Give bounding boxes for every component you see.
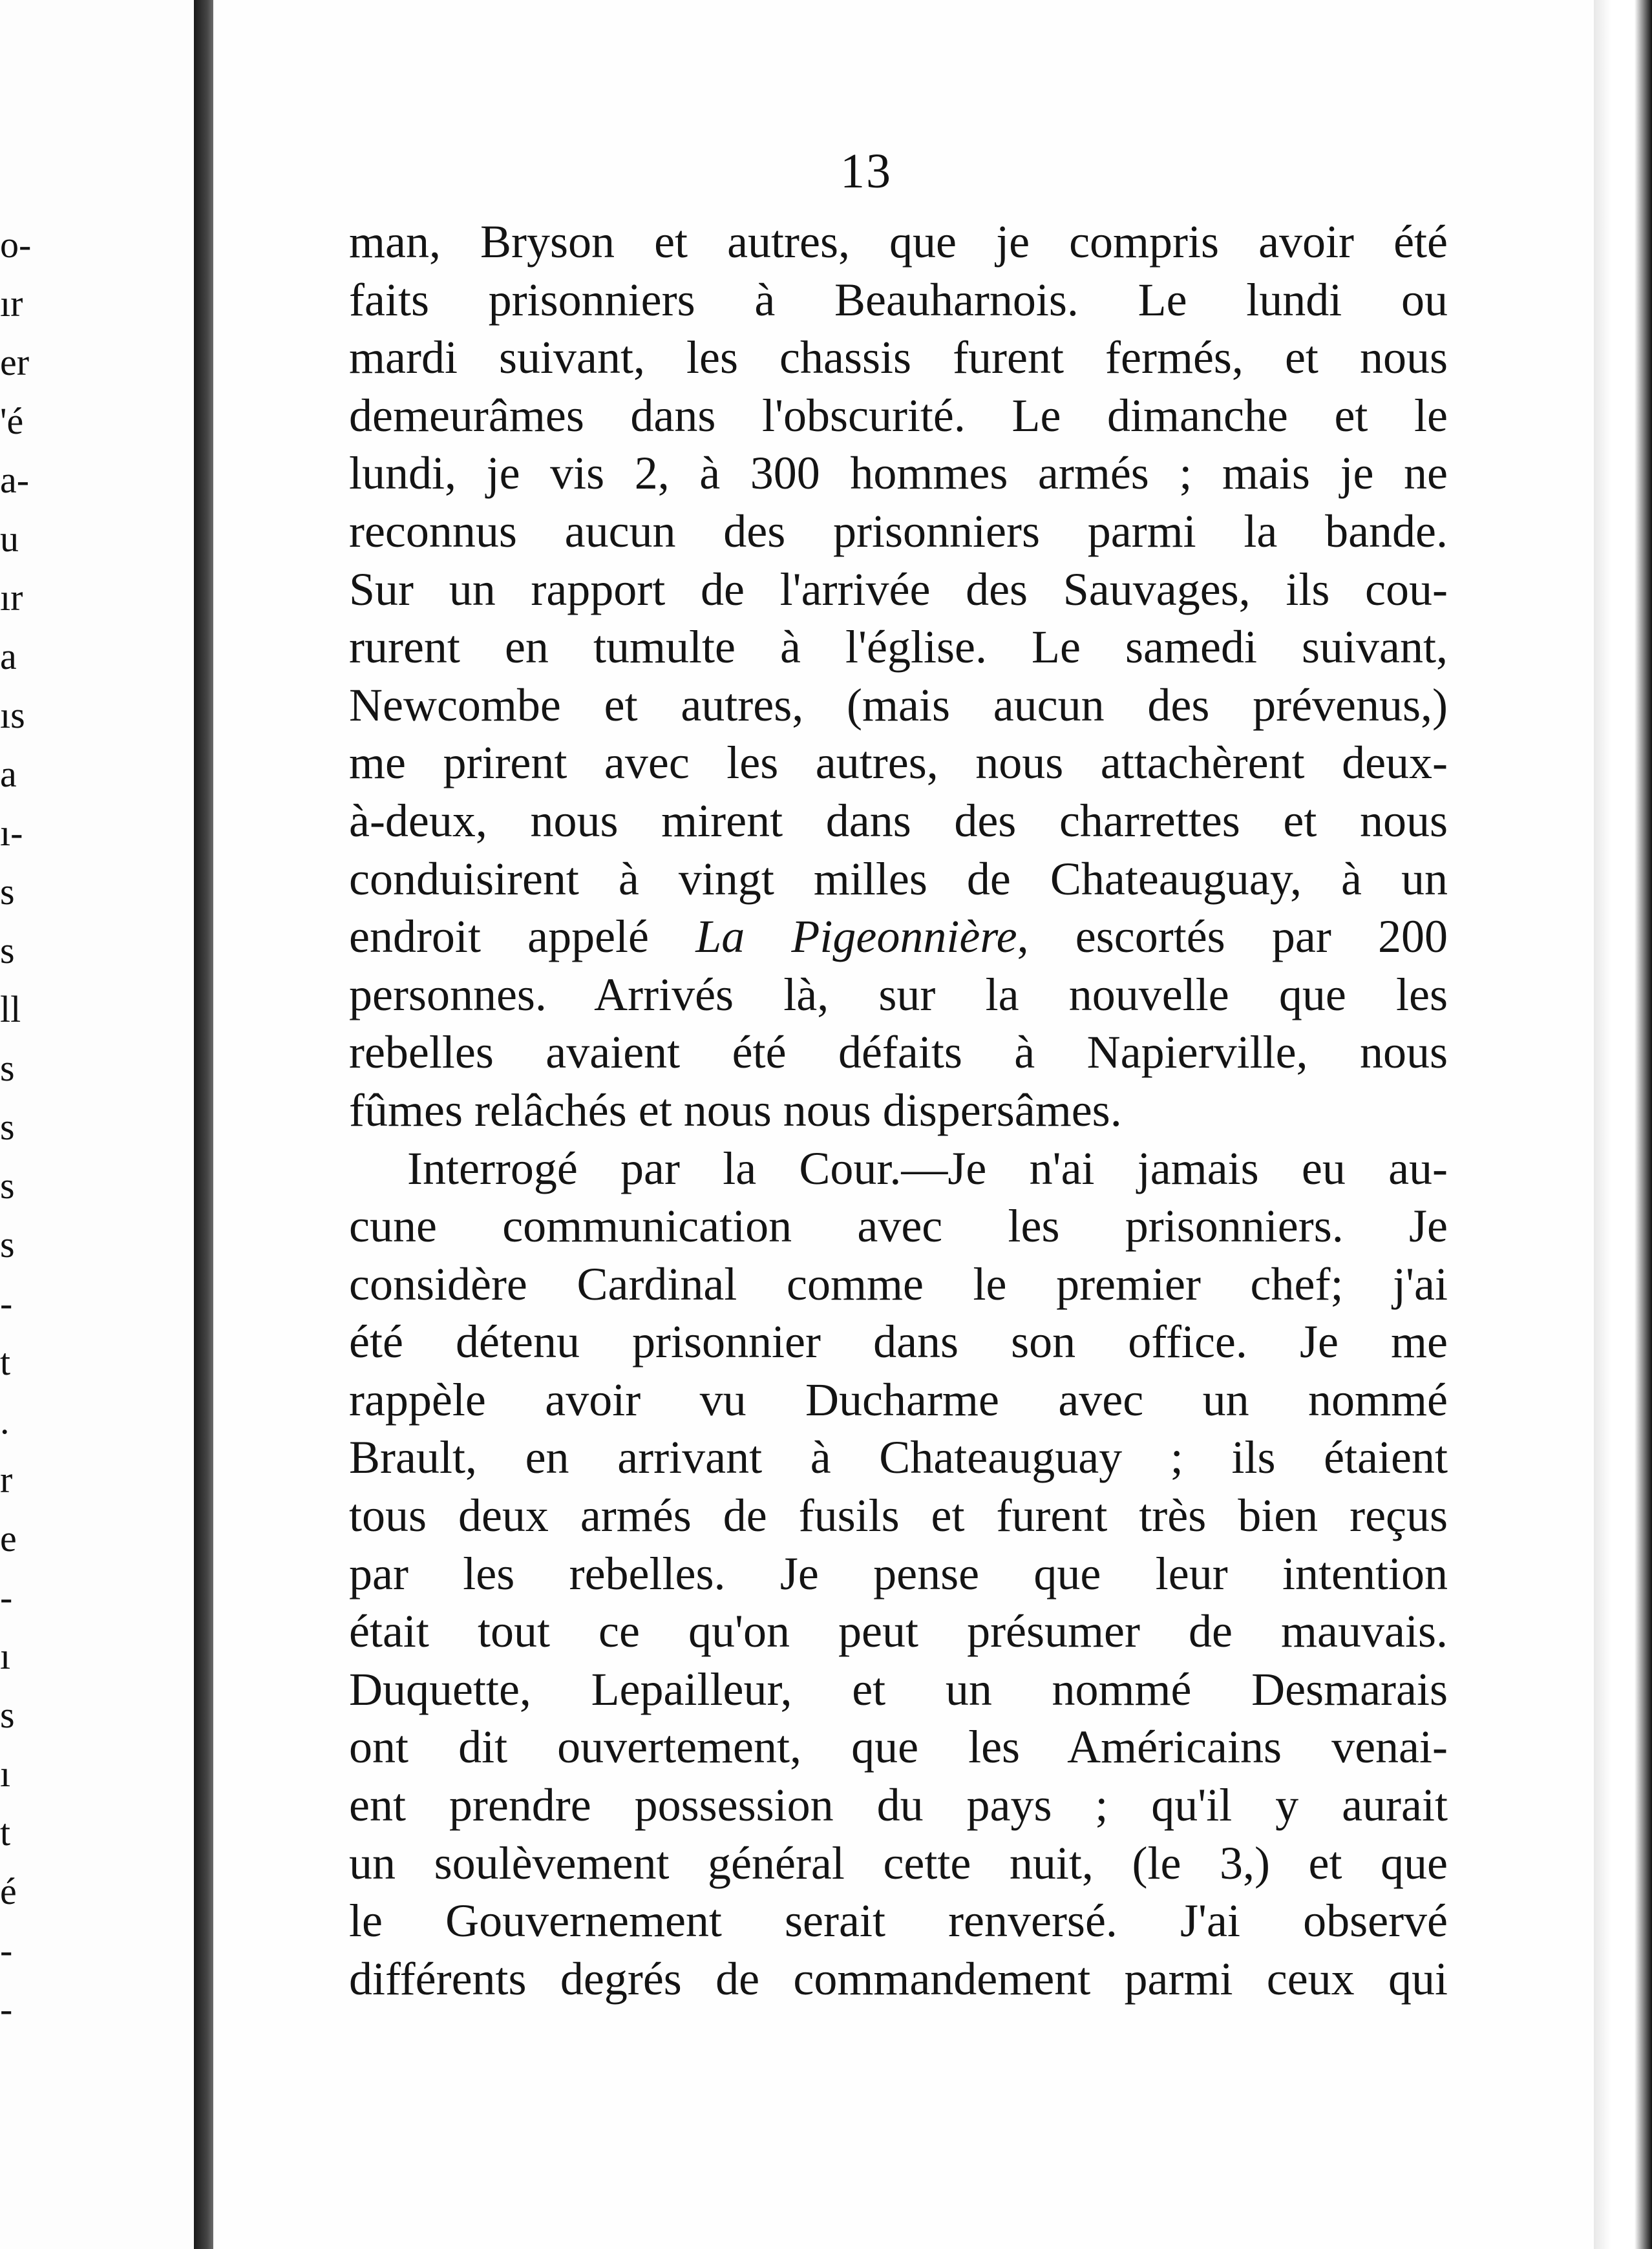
text-line: ent prendre possession du pays ; qu'il y aurait bbox=[349, 1779, 1448, 1832]
text-line: différents degrés de commandement parmi ceux qui bbox=[349, 1952, 1448, 2005]
left-page-fragment: e bbox=[0, 1517, 17, 1559]
left-page-fragment: t bbox=[0, 1811, 11, 1853]
text-line: Duquette, Lepailleur, et un nommé Desmarais bbox=[349, 1663, 1448, 1715]
left-page-fragment: - bbox=[0, 1282, 13, 1324]
left-page-fragment: t bbox=[0, 1341, 11, 1383]
text-line: faits prisonniers à Beauharnois. Le lundi ou bbox=[349, 273, 1448, 326]
left-page-fragment: s bbox=[0, 1694, 15, 1736]
left-page-fragment: u bbox=[0, 518, 19, 560]
left-page-fragment: ır bbox=[0, 282, 23, 324]
text-line: rebelles avaient été défaits à Napierville, nous bbox=[349, 1026, 1448, 1079]
left-page-fragment: é bbox=[0, 1870, 17, 1912]
text-line: un soulèvement général cette nuit, (le 3,) et que bbox=[349, 1837, 1448, 1889]
left-page-fragment: a bbox=[0, 635, 17, 677]
text-line: me prirent avec les autres, nous attachèrent deux- bbox=[349, 737, 1448, 789]
left-page-fragment: ıs bbox=[0, 694, 25, 736]
text-line: tous deux armés de fusils et furent très bien reçus bbox=[349, 1490, 1448, 1542]
text-line: demeurâmes dans l'obscurité. Le dimanche et le bbox=[349, 389, 1448, 441]
text-line: par les rebelles. Je pense que leur intention bbox=[349, 1547, 1448, 1600]
left-page-fragment: s bbox=[0, 1047, 15, 1089]
left-page-fragment: a bbox=[0, 753, 17, 795]
text-line: considère Cardinal comme le premier chef; j'ai bbox=[349, 1258, 1448, 1310]
left-page-fragment: ll bbox=[0, 988, 21, 1030]
text-line: personnes. Arrivés là, sur la nouvelle que les bbox=[349, 968, 1448, 1020]
text-line: conduisirent à vingt milles de Chateauguay, à un bbox=[349, 852, 1448, 905]
left-page-fragment: ı bbox=[0, 1753, 11, 1795]
left-page-fragment: er bbox=[0, 341, 30, 383]
left-page-fragment: ı bbox=[0, 1635, 11, 1677]
text-line: était tout ce qu'on peut présumer de mauvais. bbox=[349, 1605, 1448, 1658]
text-segment: endroit appelé bbox=[349, 911, 696, 963]
italic-place-name: La Pigeonnière bbox=[695, 911, 1017, 963]
page-number: 13 bbox=[840, 144, 892, 198]
left-page-fragment: ır bbox=[0, 576, 23, 618]
text-line: man, Bryson et autres, que je compris avoir été bbox=[349, 216, 1448, 268]
left-page-fragment: . bbox=[0, 1400, 10, 1442]
text-line: ont dit ouvertement, que les Américains venai- bbox=[349, 1721, 1448, 1773]
text-line: Newcombe et autres, (mais aucun des prévenus,) bbox=[349, 679, 1448, 731]
text-line: le Gouvernement serait renversé. J'ai observé bbox=[349, 1895, 1448, 1947]
text-line: rappèle avoir vu Ducharme avec un nommé bbox=[349, 1373, 1448, 1426]
left-page-fragment: s bbox=[0, 871, 15, 913]
text-line: cune communication avec les prisonniers. Je bbox=[349, 1200, 1448, 1252]
text-line: Sur un rapport de l'arrivée des Sauvages, ils cou- bbox=[349, 563, 1448, 615]
left-page-fragment: - bbox=[0, 1988, 13, 2030]
left-page-fragment: r bbox=[0, 1459, 13, 1501]
left-page-fragment: s bbox=[0, 1106, 15, 1148]
left-page-fragment: - bbox=[0, 1929, 13, 1971]
text-line: Interrogé par la Cour.—Je n'ai jamais eu au- bbox=[407, 1142, 1448, 1194]
left-page-fragment: o- bbox=[0, 224, 32, 266]
page-edge-right bbox=[1594, 0, 1652, 2249]
left-page-fragment: - bbox=[0, 1576, 13, 1618]
text-line: été détenu prisonnier dans son office. Je me bbox=[349, 1316, 1448, 1368]
left-page-fragment: s bbox=[0, 929, 15, 971]
left-page-fragment: s bbox=[0, 1223, 15, 1265]
left-page-edge bbox=[0, 0, 200, 2249]
text-line: lundi, je vis 2, à 300 hommes armés ; mais je ne bbox=[349, 447, 1448, 500]
left-page-fragment: a- bbox=[0, 459, 30, 501]
text-line: mardi suivant, les chassis furent fermés, et nous bbox=[349, 332, 1448, 384]
text-line bbox=[349, 908, 1448, 966]
body-text bbox=[349, 213, 1448, 2008]
text-line: à-deux, nous mirent dans des charrettes et nous bbox=[349, 794, 1448, 847]
text-line: reconnus aucun des prisonniers parmi la bande. bbox=[349, 505, 1448, 557]
text-line: Brault, en arrivant à Chateauguay ; ils étaient bbox=[349, 1431, 1448, 1484]
left-page-fragment: 'é bbox=[0, 400, 24, 442]
left-page-fragment: s bbox=[0, 1165, 15, 1207]
left-page-fragment: ı- bbox=[0, 812, 23, 854]
text-line: fûmes relâchés et nous nous dispersâmes. bbox=[349, 1084, 1122, 1136]
text-line: rurent en tumulte à l'église. Le samedi suivant, bbox=[349, 621, 1448, 673]
text-segment: , escortés par 200 bbox=[1017, 911, 1448, 963]
